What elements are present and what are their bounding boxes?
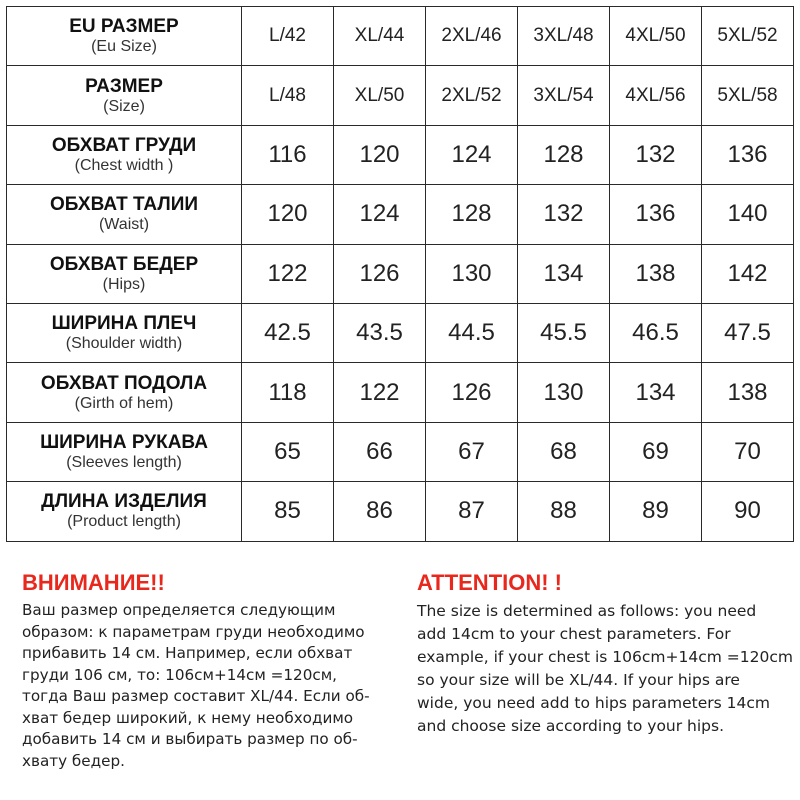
- table-cell: 116: [242, 125, 334, 184]
- table-cell: 5XL/52: [702, 7, 794, 66]
- notice-russian-text: [22, 600, 417, 772]
- row-label-ru: EU РАЗМЕР: [69, 16, 179, 38]
- row-header: [7, 244, 242, 303]
- table-cell: 132: [518, 185, 610, 244]
- table-cell: 42.5: [242, 303, 334, 362]
- table-cell: 43.5: [334, 303, 426, 362]
- notice-english-line: wide, you need add to hips parameters 14cm: [417, 694, 771, 712]
- row-label-ru: ШИРИНА ПЛЕЧ: [51, 313, 197, 335]
- notice-russian-line: груди 106 см, то: 106см+14см =120см,: [22, 665, 337, 684]
- table-cell: 130: [426, 244, 518, 303]
- row-label-ru: ОБХВАТ ГРУДИ: [51, 134, 197, 156]
- notice-russian-title: ВНИМАНИЕ!!: [22, 570, 165, 595]
- table-cell: 90: [702, 482, 794, 541]
- row-header: [7, 482, 242, 541]
- table-cell: 128: [518, 125, 610, 184]
- table-cell: 69: [610, 422, 702, 481]
- row-header: [7, 303, 242, 362]
- row-header: [7, 66, 242, 125]
- table-cell: 46.5: [610, 303, 702, 362]
- table-cell: 142: [702, 244, 794, 303]
- table-cell: L/48: [242, 66, 334, 125]
- notice-russian-line: хвату бедер.: [22, 751, 125, 770]
- table-cell: 2XL/52: [426, 66, 518, 125]
- row-label-en: (Product length): [67, 513, 181, 531]
- table-cell: 67: [426, 422, 518, 481]
- row-label-ru: ОБХВАТ ТАЛИИ: [49, 194, 199, 216]
- table-row: [7, 185, 794, 244]
- table-cell: 70: [702, 422, 794, 481]
- size-chart-table: [6, 6, 794, 542]
- table-cell: 44.5: [426, 303, 518, 362]
- table-cell: 138: [702, 363, 794, 422]
- notice-russian-line: добавить 14 см и выбирать размер по об-: [22, 730, 358, 748]
- table-cell: 122: [334, 363, 426, 422]
- table-row: [7, 244, 794, 303]
- table-cell: 3XL/48: [518, 7, 610, 66]
- table-cell: 138: [610, 244, 702, 303]
- table-cell: 124: [334, 185, 426, 244]
- notice-english-line: and choose size according to your hips.: [417, 717, 725, 735]
- table-cell: 134: [610, 363, 702, 422]
- notice-english-text: [417, 600, 800, 738]
- row-label-ru: ДЛИНА ИЗДЕЛИЯ: [41, 491, 207, 513]
- table-cell: 45.5: [518, 303, 610, 362]
- table-cell: 88: [518, 482, 610, 541]
- table-cell: 66: [334, 422, 426, 481]
- table-cell: XL/50: [334, 66, 426, 125]
- table-row: [7, 7, 794, 66]
- table-cell: 136: [610, 185, 702, 244]
- table-cell: 86: [334, 482, 426, 541]
- table-cell: 4XL/56: [610, 66, 702, 125]
- notice-russian-line: Ваш размер определяется следующим: [22, 601, 336, 619]
- notice-russian-line: образом: к параметрам груди необходимо: [22, 622, 365, 641]
- table-cell: 89: [610, 482, 702, 541]
- table-row: [7, 303, 794, 362]
- table-cell: 132: [610, 125, 702, 184]
- notice-english-line: add 14cm to your chest parameters. For: [417, 625, 731, 643]
- notice-english-line: The size is determined as follows: you need: [417, 602, 757, 620]
- table-row: [7, 422, 794, 481]
- row-label-en: (Size): [103, 97, 145, 115]
- notice-russian: [22, 568, 417, 772]
- row-header: [7, 125, 242, 184]
- notice-russian-line: хват бедер широкий, к нему необходимо: [22, 708, 354, 727]
- table-cell: 134: [518, 244, 610, 303]
- table-row: [7, 482, 794, 541]
- row-label-en: (Eu Size): [91, 38, 157, 56]
- table-row: [7, 363, 794, 422]
- table-cell: 4XL/50: [610, 7, 702, 66]
- row-label-ru: ОБХВАТ БЕДЕР: [49, 253, 199, 275]
- row-label-en: (Girth of hem): [74, 394, 174, 412]
- row-label-en: (Shoulder width): [65, 335, 183, 353]
- table-cell: 3XL/54: [518, 66, 610, 125]
- table-cell: XL/44: [334, 7, 426, 66]
- row-label-ru: ОБХВАТ ПОДОЛА: [40, 372, 208, 394]
- notice-english-line: example, if your chest is 106cm+14cm =120cm: [417, 648, 793, 666]
- table-cell: 65: [242, 422, 334, 481]
- table-cell: L/42: [242, 7, 334, 66]
- row-header: [7, 7, 242, 66]
- row-label-en: (Chest width ): [74, 156, 174, 174]
- table-cell: 140: [702, 185, 794, 244]
- table-cell: 47.5: [702, 303, 794, 362]
- table-cell: 124: [426, 125, 518, 184]
- table-cell: 126: [334, 244, 426, 303]
- row-label-en: (Sleeves length): [66, 453, 182, 471]
- table-cell: 120: [334, 125, 426, 184]
- notice-english-line: so your size will be XL/44. If your hips are: [417, 671, 740, 689]
- notice-russian-line: тогда Ваш размер составит XL/44. Если об-: [22, 687, 370, 705]
- table-cell: 85: [242, 482, 334, 541]
- size-chart-body: [7, 7, 794, 542]
- table-row: [7, 66, 794, 125]
- table-cell: 5XL/58: [702, 66, 794, 125]
- table-cell: 126: [426, 363, 518, 422]
- row-header: [7, 363, 242, 422]
- row-header: [7, 422, 242, 481]
- table-cell: 128: [426, 185, 518, 244]
- table-cell: 2XL/46: [426, 7, 518, 66]
- table-cell: 120: [242, 185, 334, 244]
- table-cell: 68: [518, 422, 610, 481]
- notice-english-title: ATTENTION! !: [417, 570, 563, 595]
- table-cell: 136: [702, 125, 794, 184]
- table-cell: 118: [242, 363, 334, 422]
- row-label-en: (Hips): [102, 275, 146, 293]
- table-cell: 122: [242, 244, 334, 303]
- notice-russian-line: прибавить 14 см. Например, если обхват: [22, 644, 353, 662]
- table-cell: 130: [518, 363, 610, 422]
- row-label-en: (Waist): [98, 216, 150, 234]
- table-cell: 87: [426, 482, 518, 541]
- table-row: [7, 125, 794, 184]
- row-label-ru: РАЗМЕР: [85, 75, 163, 97]
- row-header: [7, 185, 242, 244]
- notice-english: [417, 568, 800, 738]
- row-label-ru: ШИРИНА РУКАВА: [40, 431, 208, 453]
